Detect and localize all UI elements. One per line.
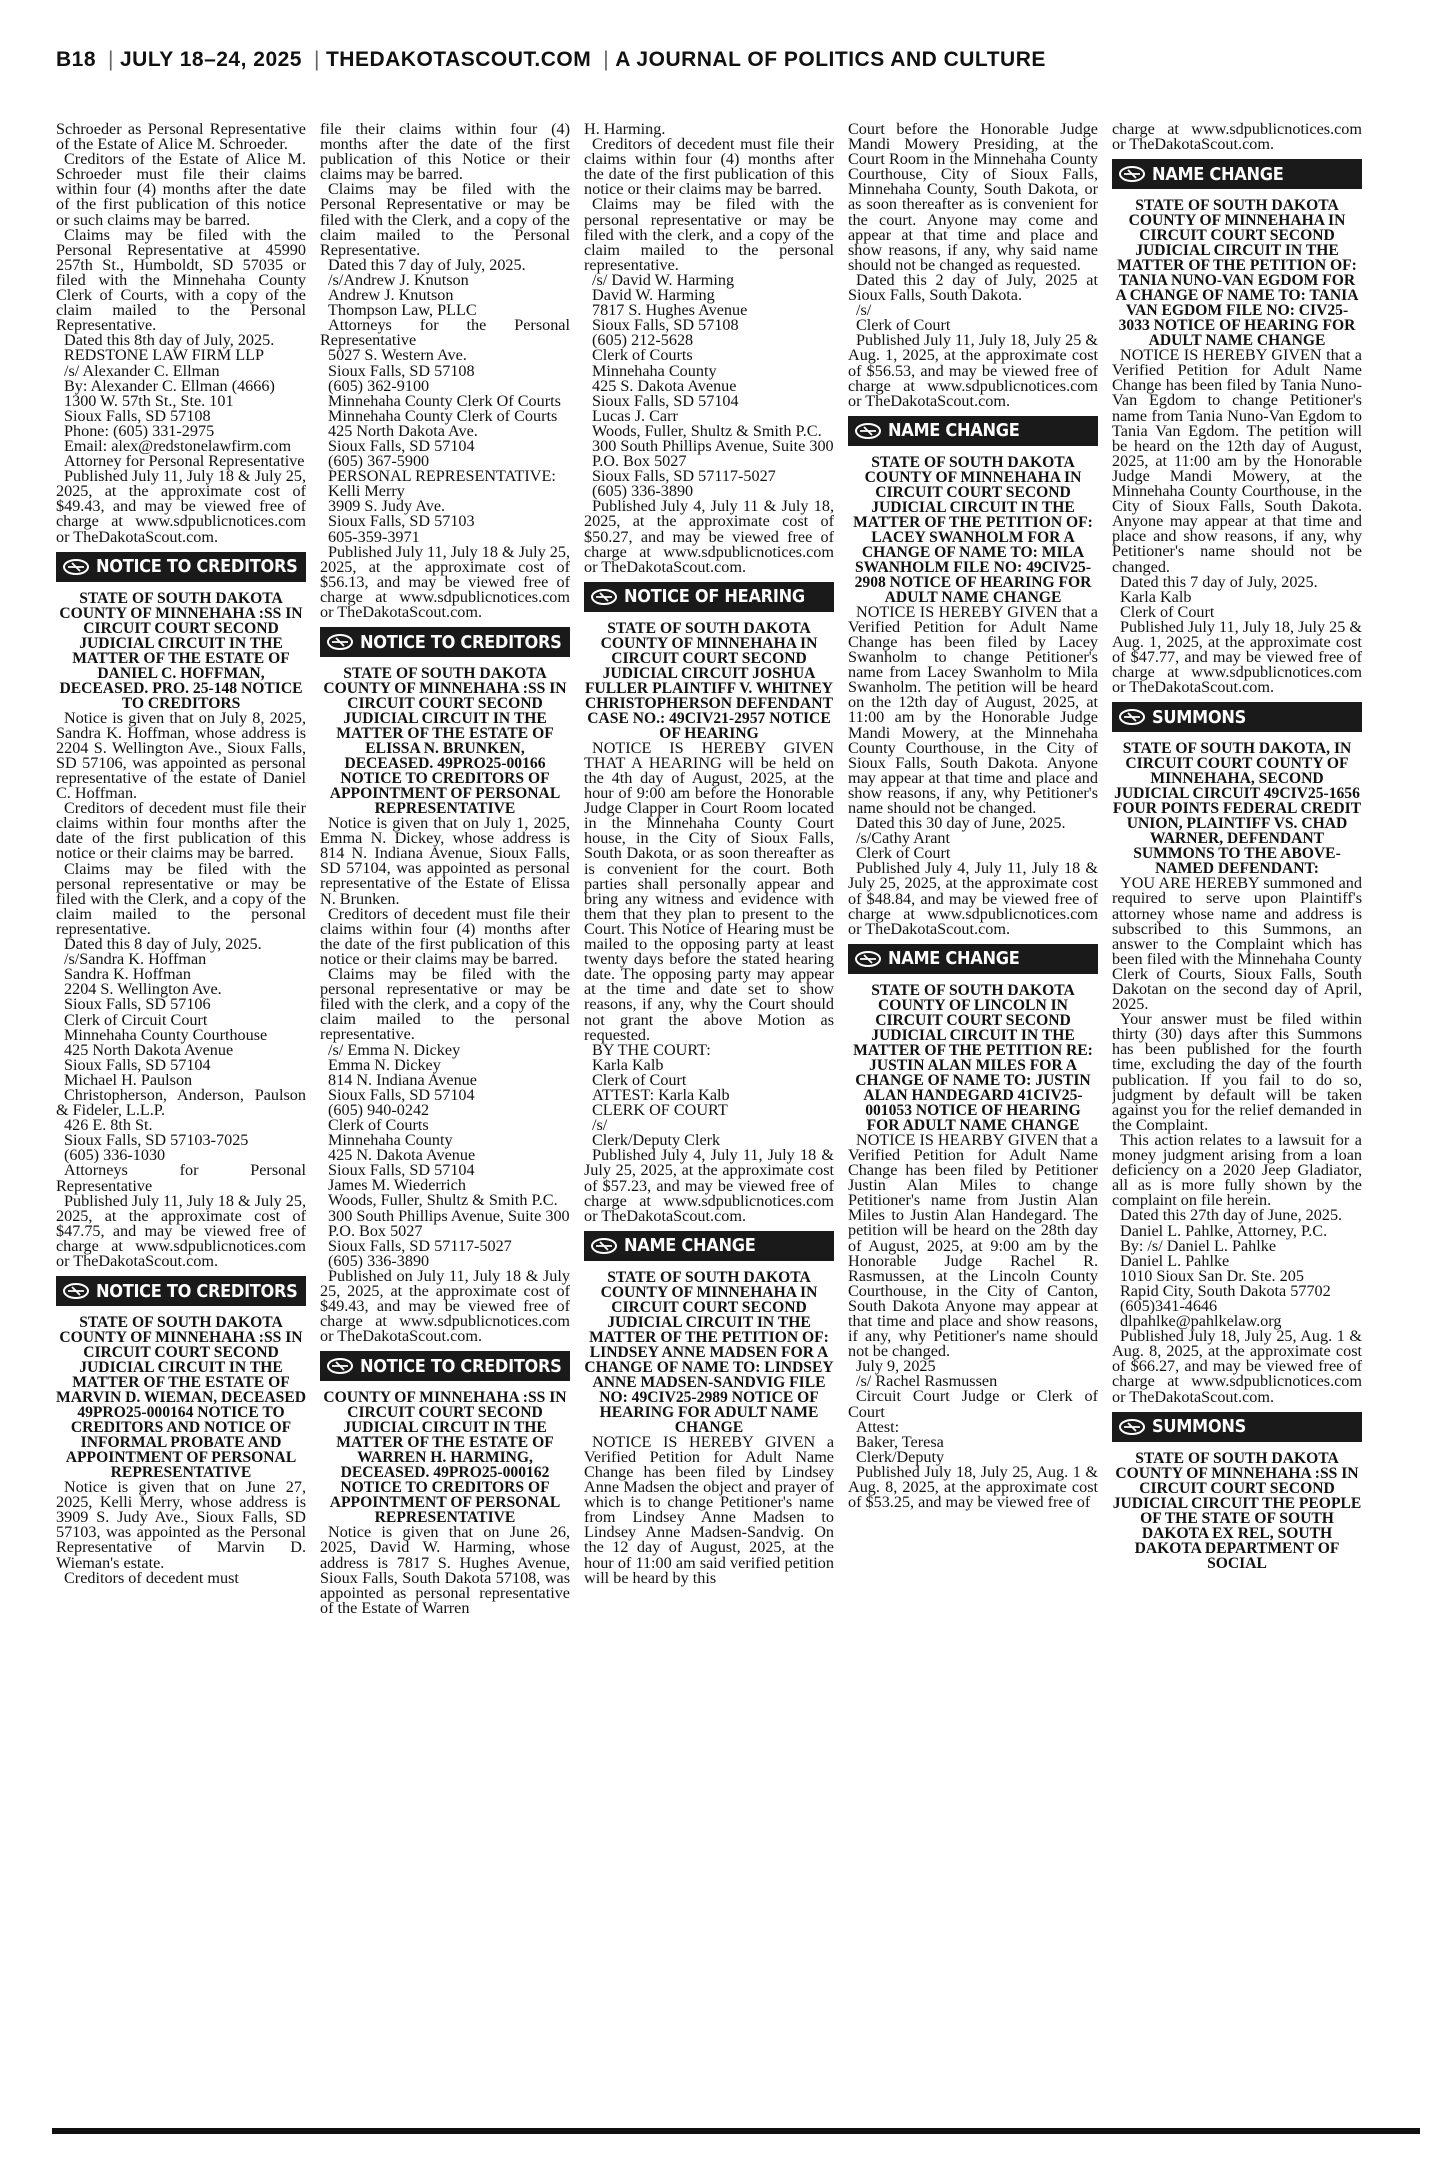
notice-text: Clerk/Deputy Clerk: [592, 1131, 721, 1150]
notice-text: (605) 336-3890: [592, 482, 694, 501]
notice-text: Minnehaha County Clerk of Courts: [328, 406, 558, 425]
notice-text: (605) 940-0242: [328, 1100, 430, 1119]
notice-text: H. Harming.: [584, 122, 666, 138]
notice-text: 3909 S. Judy Ave.: [328, 497, 446, 516]
notice-text: Sioux Falls, SD 57117-5027: [328, 1236, 512, 1255]
notice-text: Dated this 7 day of July, 2025.: [328, 255, 526, 274]
legal-notices-columns: [56, 122, 1420, 2122]
notice-text: PERSONAL REPRESENTATIVE:: [328, 467, 556, 486]
notice-text: /s/ David W. Harming: [592, 270, 735, 289]
notice-text: Your answer must be filed within thirty (30) days after this Summons has been published for the fourth time, excluding the day of the fourth publication. If you fail to do so, judgment by default will be taken against you for the relief demanded in the Complaint.: [1112, 1010, 1362, 1134]
notice-text: By: /s/ Daniel L. Pahlke: [1120, 1236, 1277, 1255]
notice-text: Emma N. Dickey: [328, 1055, 441, 1074]
section-banner: [320, 627, 570, 657]
notice-text: /s/ Rachel Rasmussen: [856, 1372, 998, 1391]
notice-text: NOTICE IS HEREBY GIVEN THAT A HEARING will be held on the 4th day of August, 2025, at the hour of 9:00 am before the Honorable Judge Clapper in Court Room located in the Minnehaha County Court house, in the City of Sioux Falls, South Dakota, or as soon thereafter as is convenient for the court. Both parties shall personally appear and bring any witness and evidence with them that they plan to present to the Court. This Notice of Hearing must be mailed to the opposing party at least twenty days before the stated hearing date. The opposing party may appear at the time and date set to show reasons, if any, why the Court should not grant the above Motion as requested.: [584, 738, 834, 1044]
notice-text: Clerk of Courts: [592, 346, 693, 365]
notice-caption: STATE OF SOUTH DAKOTA COUNTY OF MINNEHAHA :SS IN CIRCUIT COURT SECOND JUDICIAL CIRCUIT IN THE MATTER OF THE ESTATE OF DANIEL C. HOFFMAN, DECEASED. PRO. 25-148 NOTICE TO CREDITORS: [59, 589, 303, 712]
notice-text: Clerk of Court: [856, 844, 951, 863]
site-name[interactable]: THEDAKOTASCOUT.COM: [325, 48, 592, 71]
notice-text: This action relates to a lawsuit for a money judgment arising from a loan deficiency on a 2020 Jeep Gladiator, all as is more fully shown by the complaint on file herein.: [1112, 1130, 1362, 1210]
notice-text: Dated this 30 day of June, 2025.: [856, 814, 1066, 833]
notice-text: Circuit Court Judge or Clerk of Court: [848, 1387, 1098, 1421]
notice-text: Clerk/Deputy: [856, 1447, 945, 1466]
notice-text: /s/: [856, 301, 872, 320]
scout-logo-icon: [1112, 702, 1152, 732]
page-number: B18: [56, 48, 97, 71]
notice-text: Claims may be filed with the Personal Representative or may be filed with the Clerk, and a copy of the claim mailed to the Personal Representative.: [320, 180, 570, 259]
notice-text: (605) 362-9100: [328, 376, 430, 395]
notice-text: Published on July 11, July 18 & July 25, 2025, at the approximate cost of $49.43, and may be viewed free of charge at www.sdpublicnotices.com or TheDakotaScout.com.: [320, 1266, 570, 1346]
notice-text: 814 N. Indiana Avenue: [328, 1070, 477, 1089]
section-banner-label: NOTICE TO CREDITORS: [96, 556, 298, 578]
notice-text: 2204 S. Wellington Ave.: [64, 980, 222, 999]
notice-text: Sioux Falls, SD 57104: [592, 391, 739, 410]
notice-text: Claims may be filed with the personal representative or may be filed with the clerk, and a copy of the claim mailed to the personal representative.: [320, 965, 570, 1044]
notice-text: Attorney for Personal Representative: [64, 452, 305, 471]
notice-text: Published July 11, July 18 & July 25, 2025, at the approximate cost of $47.75, and may be viewed free of charge at www.sdpublicnotices.com or TheDakotaScout.com.: [56, 1191, 306, 1270]
notice-text: Thompson Law, PLLC: [328, 301, 477, 320]
scout-logo-icon: [56, 1276, 96, 1306]
notice-text: Published July 11, July 18 & July 25, 2025, at the approximate cost of $49.43, and may be viewed free of charge at www.sdpublicnotices.com or TheDakotaScout.com.: [56, 467, 306, 546]
column-3: [584, 122, 834, 2122]
notice-caption: STATE OF SOUTH DAKOTA COUNTY OF MINNEHAHA IN CIRCUIT COURT SECOND JUDICIAL CIRCUIT IN THE MATTER OF THE PETITION OF: TANIA NUNO-VAN EGDOM FOR A CHANGE OF NAME TO: TANIA VAN EGDOM FILE NO: CIV25-3033 NOTICE OF HEARING FOR ADULT NAME CHANGE: [1115, 197, 1359, 350]
tagline: A JOURNAL OF POLITICS AND CULTURE: [615, 48, 1046, 71]
column-1: [56, 122, 306, 2122]
section-banner-label: NAME CHANGE: [888, 948, 1020, 970]
notice-text: Sioux Falls, SD 57108: [592, 316, 739, 335]
notice-text: (605)341-4646: [1120, 1296, 1218, 1315]
notice-text: Lucas J. Carr: [592, 406, 678, 425]
column-2: [320, 122, 570, 2122]
notice-text: (605) 336-3890: [328, 1251, 430, 1270]
notice-caption: STATE OF SOUTH DAKOTA, IN CIRCUIT COURT COUNTY OF MINNEHAHA, SECOND JUDICIAL CIRCUIT 49CIV25-1656 FOUR POINTS FEDERAL CREDIT UNION, PLAINTIFF VS. CHAD WARNER, DEFENDANT SUMMONS TO THE ABOVE-NAMED DEFENDANT:: [1112, 740, 1362, 878]
notice-text: Sioux Falls, SD 57108: [328, 361, 475, 380]
section-banner: [1112, 159, 1362, 189]
column-5: [1112, 122, 1362, 2122]
notice-text: Sandra K. Hoffman: [64, 965, 191, 984]
notice-text: Clerk of Circuit Court: [64, 1010, 208, 1029]
notice-text: /s/: [592, 1116, 608, 1135]
notice-caption: COUNTY OF MINNEHAHA :SS IN CIRCUIT COURT SECOND JUDICIAL CIRCUIT IN THE MATTER OF THE ESTATE OF WARREN H. HARMING, DECEASED. 49PRO25-000162 NOTICE TO CREDITORS OF APPOINTMENT OF PERSONAL REPRESENTATIVE: [323, 1389, 567, 1527]
notice-text: Kelli Merry: [328, 482, 405, 501]
notice-text: Attorneys for Personal Representative: [56, 1161, 306, 1195]
notice-caption: STATE OF SOUTH DAKOTA COUNTY OF MINNEHAHA :SS IN CIRCUIT COURT SECOND JUDICIAL CIRCUIT IN THE MATTER OF THE ESTATE OF MARVIN D. WIEMAN, DECEASED 49PRO25-000164 NOTICE TO CREDITORS AND NOTICE OF INFORMAL PROBATE AND APPOINTMENT OF PERSONAL REPRESENTATIVE: [56, 1314, 306, 1482]
notice-text: Published July 18, July 25, Aug. 1 & Aug. 8, 2025, at the approximate cost of $66.27, and may be viewed free of charge at www.sdpublicnotices.com or TheDakotaScout.com.: [1112, 1327, 1362, 1406]
notice-text: Published July 11, July 18, July 25 & Aug. 1, 2025, at the approximate cost of $47.77, and may be viewed free of charge at www.sdpublicnotices.com or TheDakotaScout.com.: [1112, 617, 1362, 697]
notice-text: charge at www.sdpublicnotices.com or TheDakotaScout.com.: [1112, 122, 1362, 154]
scout-logo-icon: [848, 944, 888, 974]
section-banner-label: NAME CHANGE: [1152, 163, 1284, 185]
notice-text: P.O. Box 5027: [328, 1221, 423, 1240]
notice-caption: STATE OF SOUTH DAKOTA COUNTY OF MINNEHAHA IN CIRCUIT COURT SECOND JUDICIAL CIRCUIT IN THE MATTER OF THE PETITION OF: LINDSEY ANNE MADSEN FOR A CHANGE OF NAME TO: LINDSEY ANNE MADSEN-SANDVIG FILE NO: 49CIV25-2989 NOTICE OF HEARING FOR ADULT NAME CHANGE: [584, 1268, 834, 1436]
notice-text: Published July 18, July 25, Aug. 1 & Aug. 8, 2025, at the approximate cost of $53.25, and may be viewed free of: [848, 1462, 1098, 1512]
notice-text: 7817 S. Hughes Avenue: [592, 301, 748, 320]
notice-text: Claims may be filed with the personal representative or may be filed with the Clerk, and a copy of the claim mailed to the personal representative.: [56, 859, 306, 938]
notice-text: Claims may be filed with the Personal Representative at 45990 257th St., Humboldt, SD 57035 or filed with the Minnehaha County Clerk of Courts, with a copy of the claim mailed to the Personal Representative.: [56, 225, 306, 335]
notice-text: Sioux Falls, SD 57104: [64, 1055, 211, 1074]
notice-text: 425 N. Dakota Avenue: [328, 1146, 476, 1165]
notice-text: NOTICE IS HEREBY GIVEN that a Verified Petition for Adult Name Change has been filed by Tania Nuno-Van Egdom to change Petitioner's name from Tania Nuno-Van Egdom to Tania Van Egdom. The petition will be heard on the 12th day of August, 2025, at 11:00 am by the Honorable Judge Mandi Mowery, at the Minnehaha County Courthouse, in the City of Sioux Falls, South Dakota. Anyone may appear at that time and place and show reasons, if any, why Petitioner's name should not be changed.: [1112, 346, 1362, 576]
notice-text: P.O. Box 5027: [592, 452, 687, 471]
notice-text: Published July 11, July 18 & July 25, 2025, at the approximate cost of $56.13, and may be viewed free of charge at www.sdpublicnotices.com or TheDakotaScout.com.: [320, 542, 570, 621]
notice-text: (605) 336-1030: [64, 1146, 166, 1165]
notice-text: Karla Kalb: [592, 1055, 664, 1074]
notice-text: NOTICE IS HEARBY GIVEN that a Verified Petition for Adult Name Change has been filed by Petitioner Justin Alan Miles to change Petitioner's name from Justin Alan Miles to Justin Alan Handegard. The petition will be heard on the 28th day of August, 2025, at 9:00 am by the Honorable Judge Rachel R. Rasmussen, at the Lincoln County Courthouse, in the City of Canton, South Dakota Anyone may appear at that time and place and show reasons, if any, why Petitioner's name should not be changed.: [848, 1130, 1098, 1361]
notice-text: /s/ Alexander C. Ellman: [64, 361, 220, 380]
notice-text: Court before the Honorable Judge Mandi Mowery Presiding, at the Court Room in the Minnehaha County Courthouse, City of Sioux Falls, Minnehaha County, South Dakota, or as soon thereafter as is convenient for the court. Anyone may come and appear at that time and place and show reasons, if any, why said name should not be changed as requested.: [848, 122, 1098, 274]
notice-text: Rapid City, South Dakota 57702: [1120, 1281, 1331, 1300]
notice-text: Dated this 8th day of July, 2025.: [64, 331, 275, 350]
notice-text: Creditors of decedent must file their claims within four (4) months after the date of the first publication of this notice or their claims may be barred.: [584, 135, 834, 199]
scout-logo-icon: [1112, 1412, 1152, 1442]
notice-text: file their claims within four (4) months after the date of the first publication of this Notice or their claims may be barred.: [320, 122, 570, 184]
notice-text: Clerk of Court: [856, 316, 951, 335]
notice-text: ATTEST: Karla Kalb: [592, 1085, 730, 1104]
notice-text: Sioux Falls, SD 57103: [328, 512, 475, 531]
notice-caption: STATE OF SOUTH DAKOTA COUNTY OF MINNEHAHA IN CIRCUIT COURT SECOND JUDICIAL CIRCUIT JOSHUA FULLER PLAINTIFF V. WHITNEY CHRISTOPHERSON DEFENDANT CASE NO.: 49CIV21-2957 NOTICE OF HEARING: [584, 619, 834, 742]
notice-text: BY THE COURT:: [592, 1040, 711, 1059]
notice-text: Notice is given that on June 26, 2025, David W. Harming, whose address is 7817 S. Hughes Avenue, Sioux Falls, South Dakota 57108, was appointed as personal representative of the Estate of Warren: [320, 1523, 570, 1617]
notice-text: Dated this 7 day of July, 2025.: [1120, 572, 1318, 591]
page-bottom-rule: [52, 2128, 1420, 2134]
notice-text: 300 South Phillips Avenue, Suite 300: [328, 1206, 570, 1225]
section-banner-label: SUMMONS: [1152, 1416, 1246, 1438]
notice-text: Clerk of Court: [1120, 602, 1215, 621]
notice-text: YOU ARE HEREBY summoned and required to serve upon Plaintiff's attorney whose name and address is subscribed to this Summons, an answer to the Complaint which has been filed with the Minnehaha County Clerk of Courts, Sioux Falls, South Dakotan on the second day of April, 2025.: [1112, 874, 1362, 1014]
notice-text: 425 North Dakota Avenue: [64, 1040, 234, 1059]
section-banner-label: NOTICE OF HEARING: [624, 586, 805, 608]
issue-dates: JULY 18–24, 2025: [120, 48, 302, 71]
notice-text: Sioux Falls, SD 57106: [64, 995, 211, 1014]
section-banner: [56, 552, 306, 582]
notice-text: Dated this 27th day of June, 2025.: [1120, 1206, 1343, 1225]
notice-text: Minnehaha County: [328, 1131, 453, 1150]
notice-text: Sioux Falls, SD 57117-5027: [592, 467, 776, 486]
notice-text: 426 E. 8th St.: [64, 1116, 153, 1135]
notice-text: 425 North Dakota Ave.: [328, 421, 478, 440]
notice-text: Clerk of Court: [592, 1070, 687, 1089]
notice-text: Attorneys for the Personal Representative: [320, 316, 570, 350]
notice-text: Published July 4, July 11 & July 18, 2025, at the approximate cost of $50.27, and may be viewed free of charge at www.sdpublicnotices.com or TheDakotaScout.com.: [584, 497, 834, 576]
notice-text: Notice is given that on July 8, 2025, Sandra K. Hoffman, whose address is 2204 S. Wellington Ave., Sioux Falls, SD 57106, was appointed as personal representative of the estate of Daniel C. Hoffman.: [56, 708, 306, 803]
notice-text: (605) 212-5628: [592, 331, 694, 350]
notice-text: /s/Cathy Arant: [856, 829, 950, 848]
notice-text: Dated this 2 day of July, 2025 at Sioux Falls, South Dakota.: [848, 270, 1098, 305]
notice-text: 605-359-3971: [328, 527, 420, 546]
notice-text: Sioux Falls, SD 57108: [64, 406, 211, 425]
notice-text: (605) 367-5900: [328, 452, 430, 471]
notice-text: Creditors of the Estate of Alice M. Schroeder must file their claims within four (4) months after the date of the first publication of this notice or such claims may be barred.: [56, 150, 306, 229]
notice-text: Attest:: [856, 1417, 900, 1436]
notice-text: 425 S. Dakota Avenue: [592, 376, 737, 395]
notice-text: 300 South Phillips Avenue, Suite 300: [592, 436, 834, 455]
scout-logo-icon: [848, 416, 888, 446]
notice-text: Woods, Fuller, Shultz & Smith P.C.: [328, 1191, 558, 1210]
notice-text: Creditors of decedent must file their claims within four (4) months after the date of the first publication of this notice or their claims may be barred.: [320, 904, 570, 968]
section-banner-label: NOTICE TO CREDITORS: [360, 1355, 562, 1377]
notice-text: CLERK OF COURT: [592, 1101, 728, 1120]
notice-text: Minnehaha County Clerk Of Courts: [328, 391, 561, 410]
notice-caption: STATE OF SOUTH DAKOTA COUNTY OF MINNEHAHA IN CIRCUIT COURT SECOND JUDICIAL CIRCUIT IN THE MATTER OF THE PETITION OF: LACEY SWANHOLM FOR A CHANGE OF NAME TO: MILA SWANHOLM FILE NO: 49CIV25-2908 NOTICE OF HEARING FOR ADULT NAME CHANGE: [853, 453, 1093, 606]
notice-text: Michael H. Paulson: [64, 1070, 193, 1089]
notice-text: 5027 S. Western Ave.: [328, 346, 467, 365]
notice-caption: STATE OF SOUTH DAKOTA COUNTY OF MINNEHAHA :SS IN CIRCUIT COURT SECOND JUDICIAL CIRCUIT IN THE MATTER OF THE ESTATE OF ELISSA N. BRUNKEN, DECEASED. 49PRO25-00166 NOTICE TO CREDITORS OF APPOINTMENT OF PERSONAL REPRESENTATIVE: [323, 665, 567, 818]
page-header: B18 | JULY 18–24, 2025 | THEDAKOTASCOUT.COM | A JOURNAL OF POLITICS AND CULTURE: [56, 48, 1046, 71]
column-4: [848, 122, 1098, 2122]
notice-text: Notice is given that on June 27, 2025, Kelli Merry, whose address is 3909 S. Judy Ave., Sioux Falls, SD 57103, was appointed as the Personal Representative of Marvin D. Wieman's estate.: [56, 1478, 306, 1572]
notice-text: Claims may be filed with the personal representative or may be filed with the clerk, and a copy of the claim mailed to the personal representative.: [584, 195, 834, 274]
section-banner: [320, 1351, 570, 1381]
notice-text: Clerk of Courts: [328, 1115, 429, 1134]
notice-text: 1010 Sioux San Dr. Ste. 205: [1120, 1266, 1304, 1285]
notice-text: Published July 4, July 11, July 18 & July 25, 2025, at the approximate cost of $48.84, and may be viewed free of charge at www.sdpublicnotices.com or TheDakotaScout.com.: [848, 859, 1098, 938]
notice-text: /s/Andrew J. Knutson: [328, 270, 469, 289]
notice-text: REDSTONE LAW FIRM LLP: [64, 346, 265, 365]
notice-text: Daniel L. Pahlke, Attorney, P.C.: [1120, 1221, 1328, 1240]
notice-text: Schroeder as Personal Representative of the Estate of Alice M. Schroeder.: [56, 122, 306, 154]
scout-logo-icon: [56, 552, 96, 582]
section-banner-label: SUMMONS: [1152, 706, 1246, 728]
scout-logo-icon: [1112, 159, 1152, 189]
scout-logo-icon: [584, 582, 624, 612]
notice-text: David W. Harming: [592, 286, 715, 305]
notice-text: Minnehaha County: [592, 361, 717, 380]
scout-logo-icon: [320, 627, 360, 657]
notice-text: Published July 4, July 11, July 18 & July 25, 2025, at the approximate cost of $57.23, and may be viewed free of charge at www.sdpublicnotices.com or TheDakotaScout.com.: [584, 1146, 834, 1225]
notice-text: Minnehaha County Courthouse: [64, 1025, 268, 1044]
notice-text: Sioux Falls, SD 57104: [328, 436, 475, 455]
notice-text: Sioux Falls, SD 57103-7025: [64, 1131, 249, 1150]
section-banner: [848, 944, 1098, 974]
section-banner-label: NAME CHANGE: [624, 1235, 756, 1257]
notice-text: Karla Kalb: [1120, 587, 1192, 606]
notice-text: NOTICE IS HEREBY GIVEN that a Verified Petition for Adult Name Change has been filed by Lacey Swanholm to change Petitioner's name from Lacey Swanholm to Mila Swanholm. The petition will be heard on the 12th day of August, 2025, at 11:00 am by the Honorable Judge Mandi Mowery, at the Minnehaha County Courthouse, in the City of Sioux Falls, South Dakota. Anyone may appear at that time and place and show reasons, if any, why Petitioner's name should not be changed.: [848, 602, 1098, 817]
notice-text: Creditors of decedent must: [64, 1568, 239, 1587]
notice-text: NOTICE IS HEREBY GIVEN a Verified Petition for Adult Name Change has been filed by Lindsey Anne Madsen the object and prayer of which is to change Petitioner's name from Lindsey Anne Madsen to Lindsey Anne Madsen-Sandvig. On the 12 day of August, 2025, at the hour of 11:00 am said verified petition will be heard by this: [584, 1432, 834, 1587]
notice-text: Sioux Falls, SD 57104: [328, 1161, 475, 1180]
notice-text: /s/Sandra K. Hoffman: [64, 950, 207, 969]
notice-text: Email: alex@redstonelawfirm.com: [64, 436, 292, 455]
notice-text: Woods, Fuller, Shultz & Smith P.C.: [592, 421, 822, 440]
section-banner: [848, 416, 1098, 446]
notice-text: Christopherson, Anderson, Paulson & Fideler, L.L.P.: [56, 1085, 306, 1120]
notice-text: Phone: (605) 331-2975: [64, 421, 215, 440]
notice-text: James M. Wiederrich: [328, 1176, 466, 1195]
notice-text: Creditors of decedent must file their claims within four months after the date of the first publication of this notice or their claims may be barred.: [56, 799, 306, 863]
notice-text: July 9, 2025: [856, 1357, 936, 1376]
notice-text: Sioux Falls, SD 57104: [328, 1085, 475, 1104]
notice-caption: STATE OF SOUTH DAKOTA COUNTY OF MINNEHAHA :SS IN CIRCUIT COURT SECOND JUDICIAL CIRCUIT THE PEOPLE OF THE STATE OF SOUTH DAKOTA EX REL, SOUTH DAKOTA DEPARTMENT OF SOCIAL: [1112, 1449, 1362, 1572]
section-banner: [584, 1231, 834, 1261]
section-banner: [1112, 702, 1362, 732]
section-banner: [56, 1276, 306, 1306]
section-banner: [1112, 1412, 1362, 1442]
notice-text: Baker, Teresa: [856, 1432, 944, 1451]
section-banner-label: NOTICE TO CREDITORS: [96, 1280, 298, 1302]
scout-logo-icon: [320, 1351, 360, 1381]
section-banner: [584, 582, 834, 612]
section-banner-label: NOTICE TO CREDITORS: [360, 631, 562, 653]
notice-text: /s/ Emma N. Dickey: [328, 1040, 461, 1059]
scout-logo-icon: [584, 1231, 624, 1261]
notice-text: Daniel L. Pahlke: [1120, 1251, 1230, 1270]
notice-text: Andrew J. Knutson: [328, 286, 454, 305]
notice-text: Notice is given that on July 1, 2025, Emma N. Dickey, whose address is 814 N. Indiana Avenue, Sioux Falls, SD 57104, was appointed as personal representative of the Estate of Elissa N. Brunken.: [320, 814, 570, 908]
notice-text: By: Alexander C. Ellman (4666): [64, 376, 275, 395]
notice-text: Published July 11, July 18, July 25 & Aug. 1, 2025, at the approximate cost of $56.53, and may be viewed free of charge at www.sdpublicnotices.com or TheDakotaScout.com.: [848, 331, 1098, 410]
notice-text: 1300 W. 57th St., Ste. 101: [64, 391, 234, 410]
notice-caption: STATE OF SOUTH DAKOTA COUNTY OF LINCOLN IN CIRCUIT COURT SECOND JUDICIAL CIRCUIT IN THE MATTER OF THE PETITION RE: JUSTIN ALAN MILES FOR A CHANGE OF NAME TO: JUSTIN ALAN HANDEGARD 41CIV25-001053 NOTICE OF HEARING FOR ADULT NAME CHANGE: [853, 981, 1093, 1134]
notice-text: Dated this 8 day of July, 2025.: [64, 935, 262, 954]
notice-text: dlpahlke@pahlkelaw.org: [1120, 1312, 1282, 1331]
section-banner-label: NAME CHANGE: [888, 420, 1020, 442]
